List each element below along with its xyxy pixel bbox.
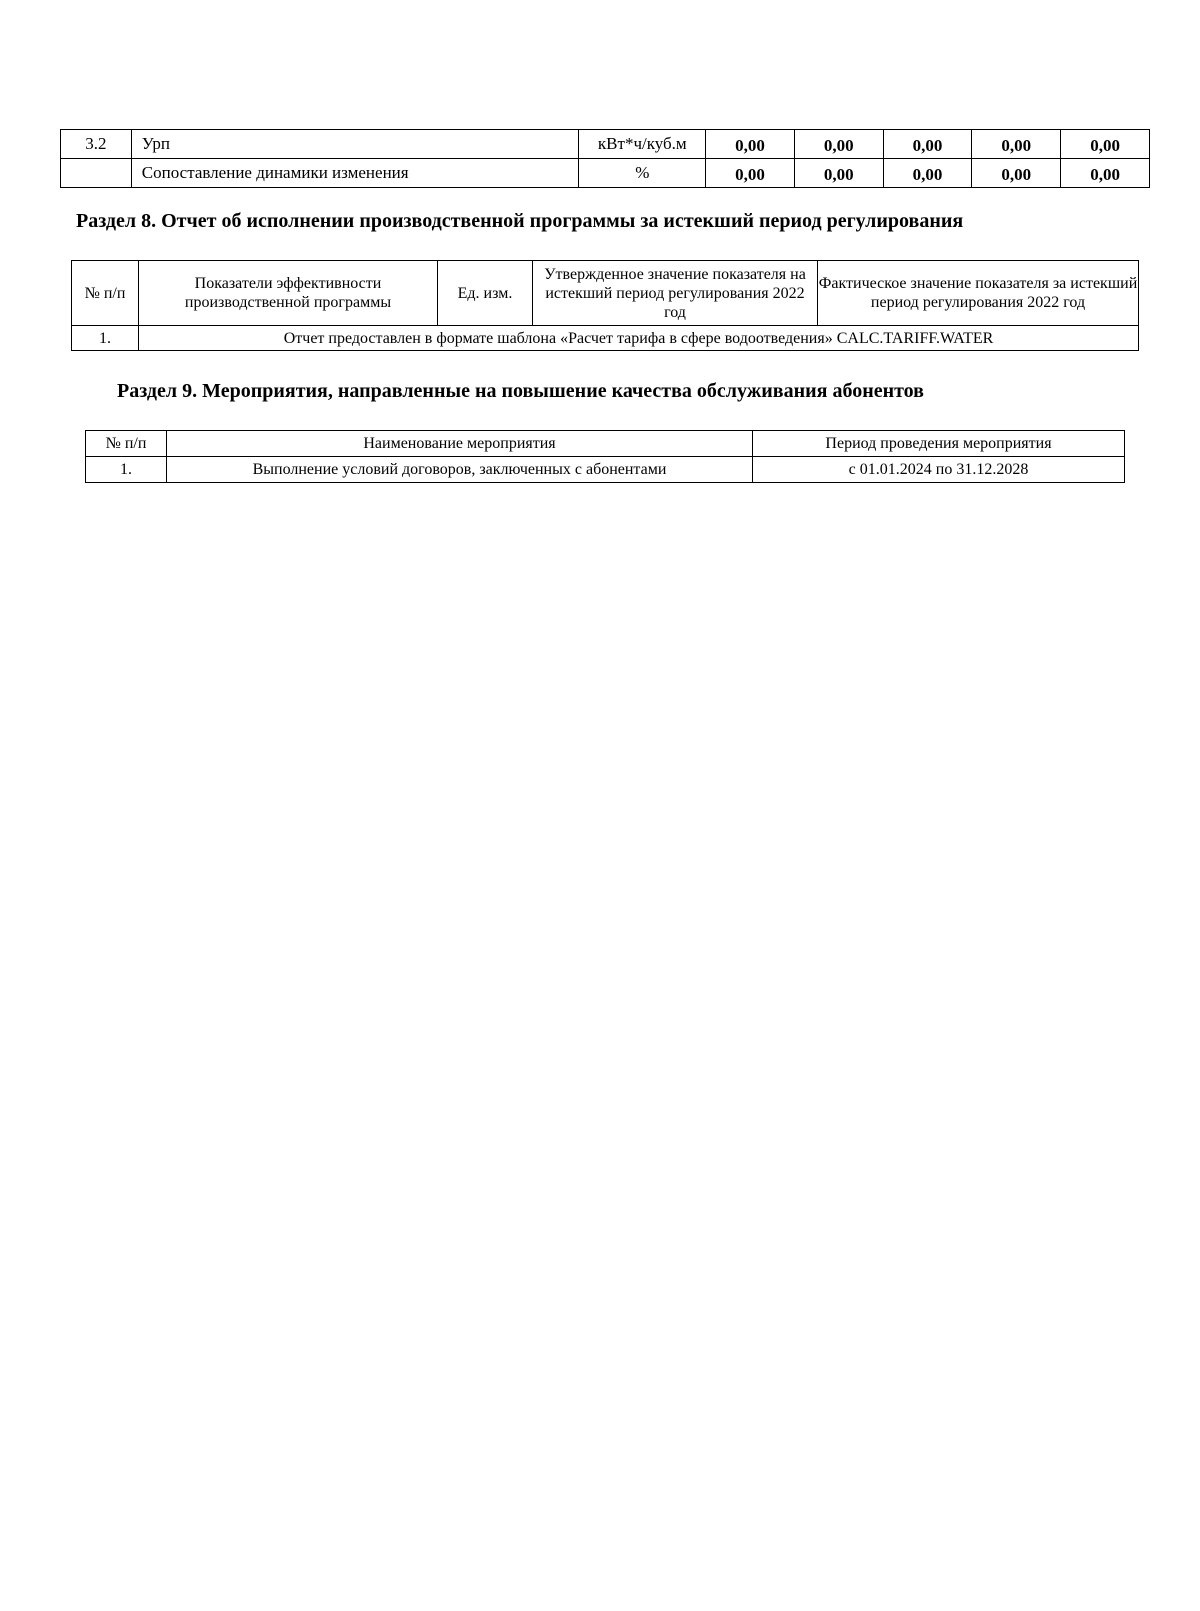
row-value: 0,00 [972, 130, 1061, 159]
table-row [86, 457, 1125, 483]
row-unit: % [579, 159, 706, 188]
row-number: 3.2 [61, 130, 132, 159]
row-name: Урп [131, 130, 579, 159]
row-name: Выполнение условий договоров, заключенных с абонентами [167, 457, 753, 483]
row-value: 0,00 [1061, 130, 1150, 159]
section-9-heading: Раздел 9. Мероприятия, направленные на повышение качества обслуживания абонентов [117, 380, 924, 402]
table-row [72, 326, 1139, 351]
row-value: 0,00 [883, 159, 972, 188]
row-value: 0,00 [794, 159, 883, 188]
row-value: 0,00 [883, 130, 972, 159]
measures-table [85, 430, 1125, 483]
row-unit: кВт*ч/куб.м [579, 130, 706, 159]
table-row [61, 130, 1150, 159]
table-header-row [86, 431, 1125, 457]
row-number: 1. [86, 457, 167, 483]
header-actual: Фактическое значение показателя за истекший период регулирования 2022 год [818, 261, 1139, 326]
row-period: с 01.01.2024 по 31.12.2028 [753, 457, 1125, 483]
program-report-table [71, 260, 1139, 351]
row-value: 0,00 [706, 130, 795, 159]
header-indicators: Показатели эффективности производственной программы [139, 261, 438, 326]
row-value: 0,00 [706, 159, 795, 188]
table-row [61, 159, 1150, 188]
header-num: № п/п [86, 431, 167, 457]
row-number: 1. [72, 326, 139, 351]
indicators-table [60, 129, 1150, 188]
table-header-row [72, 261, 1139, 326]
header-unit: Ед. изм. [438, 261, 533, 326]
row-value: 0,00 [972, 159, 1061, 188]
header-num: № п/п [72, 261, 139, 326]
header-approved: Утвержденное значение показателя на истекший период регулирования 2022 год [533, 261, 818, 326]
row-name: Сопоставление динамики изменения [131, 159, 579, 188]
section-8-heading: Раздел 8. Отчет об исполнении производственной программы за истекший период регулирования [76, 210, 964, 232]
header-name: Наименование мероприятия [167, 431, 753, 457]
row-number [61, 159, 132, 188]
row-value: 0,00 [1061, 159, 1150, 188]
row-value: 0,00 [794, 130, 883, 159]
row-text: Отчет предоставлен в формате шаблона «Расчет тарифа в сфере водоотведения» CALC.TARIFF.WATER [139, 326, 1139, 351]
header-period: Период проведения мероприятия [753, 431, 1125, 457]
